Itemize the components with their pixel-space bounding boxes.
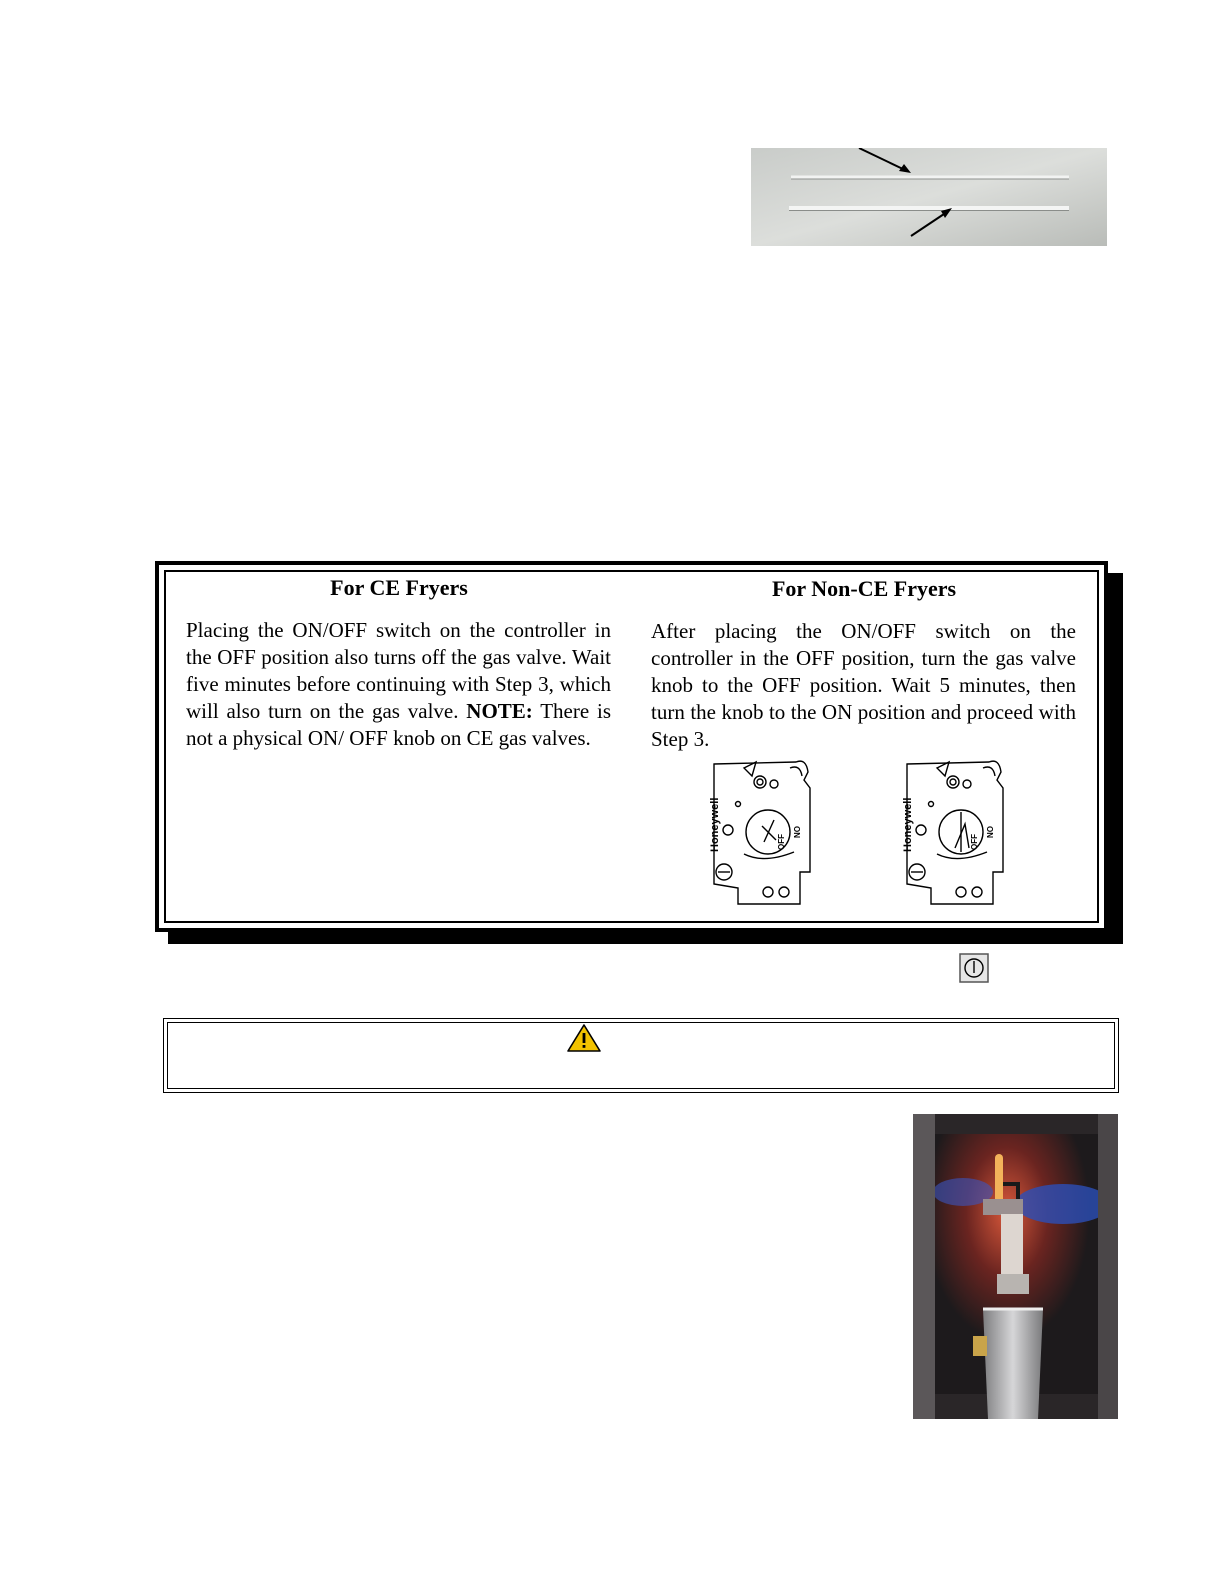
warning-box-inner-border xyxy=(167,1022,1115,1089)
ce-text-part2: There is not a physical ON/ OFF knob on CE gas valves. xyxy=(186,699,611,750)
gas-valve-knob-on-diagram xyxy=(897,754,1007,914)
valve-off-label: OFF xyxy=(777,834,786,850)
valve-on-label: ON xyxy=(985,826,994,838)
non-ce-fryers-heading: For Non-CE Fryers xyxy=(771,576,957,601)
gas-valve-knob-off-diagram xyxy=(704,754,814,914)
valve-brand-label: Honeywell xyxy=(902,797,914,852)
warning-box xyxy=(163,1018,1119,1093)
ce-fryers-text xyxy=(186,617,611,752)
ce-text-part1: Placing the ON/OFF switch on the controller in the OFF position also turns off the gas valve. Wait five minutes before continuing with Step 3, which will also turn on the gas valve. xyxy=(186,618,611,723)
oil-level-lines-photo xyxy=(751,148,1107,246)
power-symbol-icon xyxy=(959,953,989,983)
non-ce-fryers-text: After placing the ON/OFF switch on the controller in the OFF position, turn the gas valve knob to the OFF position. Wait 5 minutes, then turn the knob to the ON position and proceed with Step 3. xyxy=(651,619,1076,751)
pilot-flame-photo xyxy=(913,1114,1118,1419)
valve-off-label: OFF xyxy=(970,834,979,850)
valve-brand-label: Honeywell xyxy=(709,797,721,852)
valve-on-label: ON xyxy=(792,826,801,838)
ce-fryers-heading: For CE Fryers xyxy=(330,575,468,600)
warning-triangle-icon xyxy=(566,1023,602,1053)
note-label: NOTE: xyxy=(466,699,533,723)
